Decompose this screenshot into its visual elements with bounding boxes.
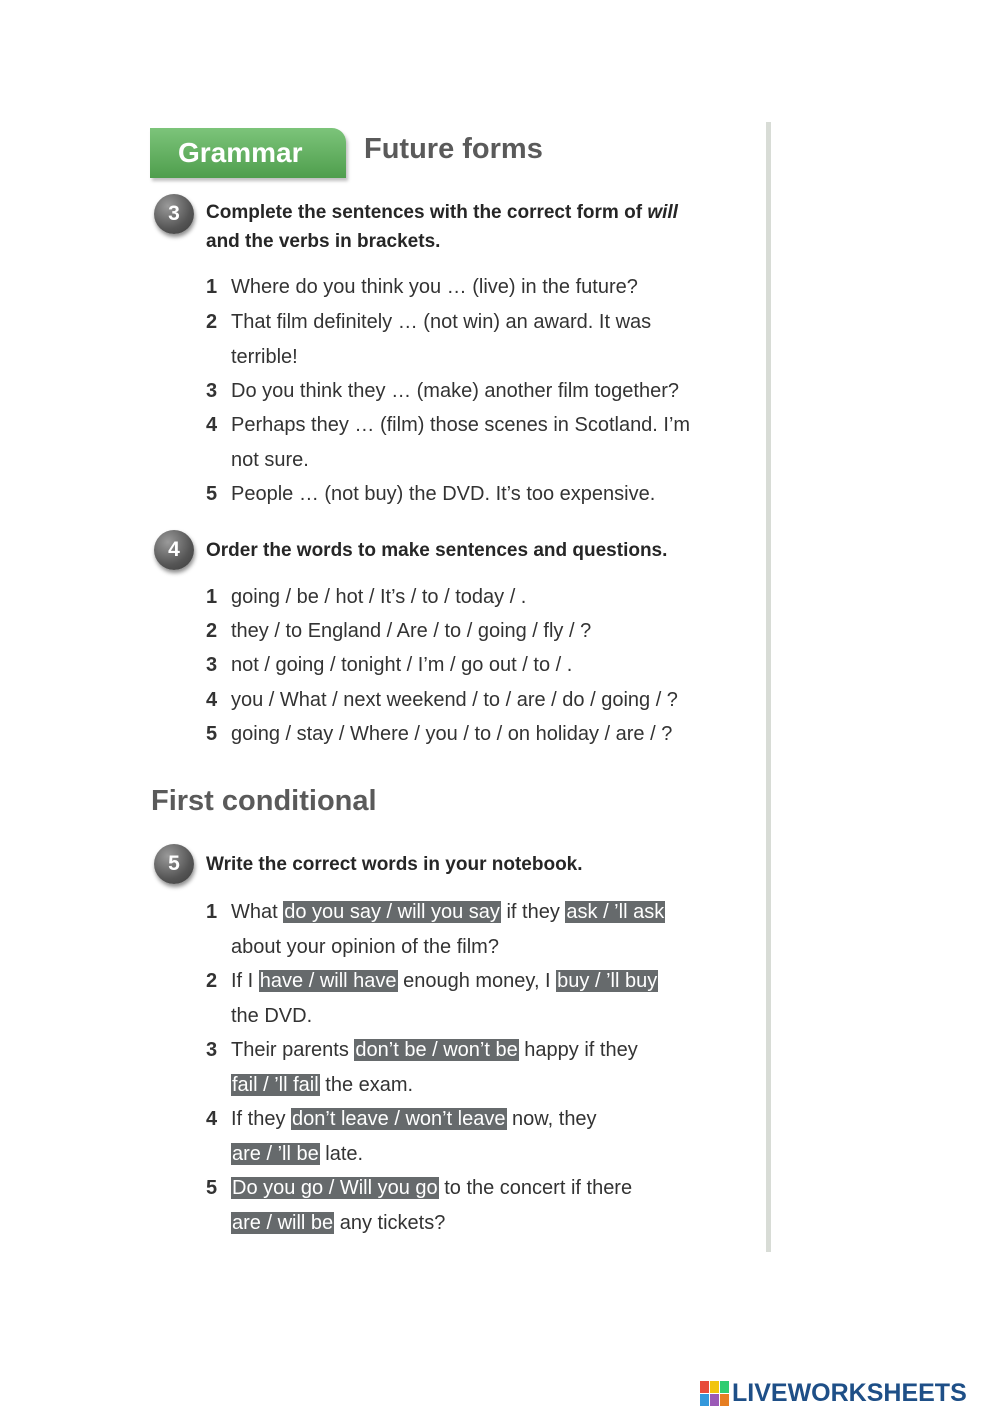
brand-name: LIVEWORKSHEETS: [732, 1378, 967, 1407]
exercise-4-badge: 4: [154, 530, 194, 570]
liveworksheets-brand: [700, 1378, 967, 1408]
list-item: 4 you / What / next weekend / to / are / do / going / ?: [206, 689, 678, 711]
answer-choice[interactable]: Do you go / Will you go: [232, 1177, 438, 1199]
exercise-4-instruction: Order the words to make sentences and questions.: [206, 540, 668, 561]
list-item: 1 Where do you think you … (live) in the future?: [206, 276, 638, 298]
answer-choice[interactable]: have / will have: [259, 970, 397, 992]
answer-choice[interactable]: don’t be / won’t be: [355, 1039, 518, 1061]
list-item: 5 People … (not buy) the DVD. It’s too expensive.: [206, 483, 656, 505]
list-item: 5 going / stay / Where / you / to / on holiday / are / ?: [206, 723, 673, 745]
list-item: 4 Perhaps they … (film) those scenes in Scotland. I’m not sure.: [206, 414, 691, 471]
answer-choice[interactable]: buy / ’ll buy: [557, 970, 658, 992]
answer-choice[interactable]: ask / ’ll ask: [566, 901, 665, 923]
exercise-3-instruction: [206, 198, 678, 256]
answer-choice[interactable]: fail / ’ll fail: [232, 1073, 319, 1096]
list-item: 5 Do you go / Will you go to the concert if there are / will be any tickets?: [206, 1177, 633, 1234]
instruction-text: and the verbs in brackets.: [206, 231, 441, 252]
instruction-emphasis: will: [647, 202, 678, 223]
page-title: Future forms: [364, 133, 543, 165]
list-item: 1 going / be / hot / It’s / to / today / .: [206, 586, 527, 608]
section-title: First conditional: [151, 785, 377, 817]
list-item: 3 not / going / tonight / I’m / go out / to / .: [206, 654, 573, 676]
exercise-5-instruction: Write the correct words in your notebook.: [206, 854, 583, 875]
answer-choice[interactable]: do you say / will you say: [284, 901, 500, 923]
list-item: 3 Their parents don’t be / won’t be happy if they fail / ’ll fail the exam.: [206, 1039, 638, 1096]
liveworksheets-logo-icon: [700, 1381, 729, 1406]
margin-rule: [766, 122, 771, 1252]
list-item: 4 If they don’t leave / won’t leave now, they are / ’ll be late.: [206, 1108, 597, 1165]
answer-choice[interactable]: don’t leave / won’t leave: [292, 1108, 506, 1130]
list-item: 2 they / to England / Are / to / going / fly / ?: [206, 620, 592, 642]
grammar-tab: Grammar: [150, 128, 346, 178]
answer-choice[interactable]: are / ’ll be: [232, 1142, 319, 1165]
exercise-5-badge: 5: [154, 844, 194, 884]
exercise-3-badge: 3: [154, 194, 194, 234]
list-item: 2 That film definitely … (not win) an award. It was terrible!: [206, 311, 652, 368]
answer-choice[interactable]: are / will be: [232, 1211, 334, 1234]
list-item: 3 Do you think they … (make) another film together?: [206, 380, 679, 402]
instruction-text: Complete the sentences with the correct form of: [206, 202, 648, 223]
list-item: 2 If I have / will have enough money, I buy / ’ll buy the DVD.: [206, 970, 658, 1027]
list-item: 1 What do you say / will you say if they ask / ’ll ask about your opinion of the film?: [206, 901, 665, 958]
